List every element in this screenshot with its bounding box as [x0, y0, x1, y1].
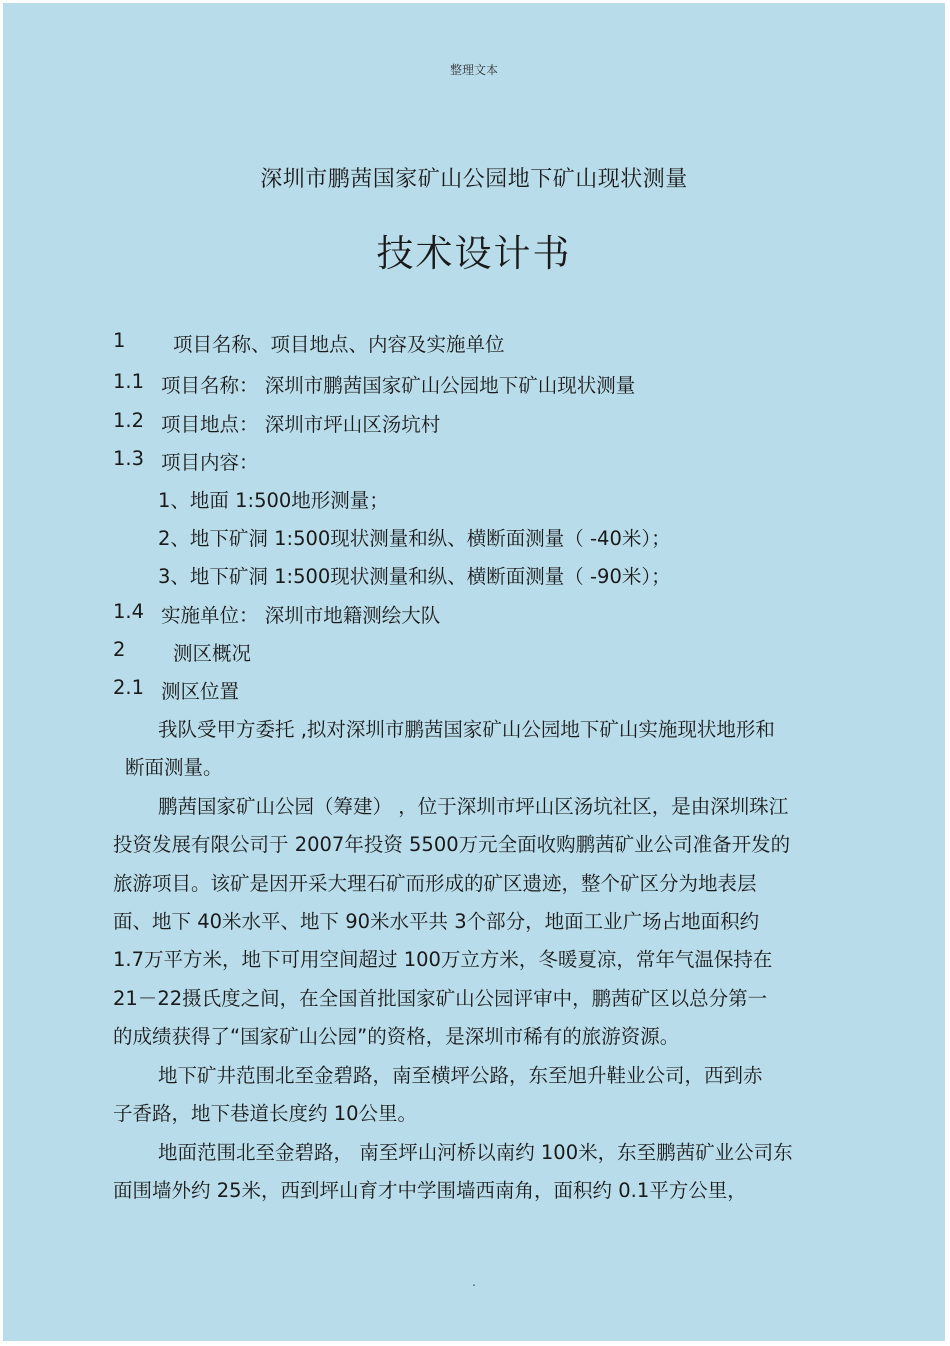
section-1-number: 1: [113, 329, 126, 352]
body-line: 1.7万平方米，地下可用空间超过 100万立方米，冬暖夏凉，常年气温保持在: [113, 948, 773, 971]
page-header: 整理文本: [449, 63, 498, 77]
body-line: 地面范围北至金碧路， 南至坪山河桥以南约 100米，东至鹏茜矿业公司东: [158, 1141, 793, 1164]
body-line: 地下矿井范围北至金碧路，南至横坪公路，东至旭升鞋业公司，西到赤: [158, 1064, 763, 1087]
page-footer-dot: .: [472, 1275, 476, 1289]
section-2-1-number: 2.1: [113, 676, 145, 699]
section-1-1-number: 1.1: [113, 370, 145, 393]
document-page: [3, 3, 945, 1341]
body-line: 面围墙外约 25米，西到坪山育才中学围墙西南角，面积约 0.1平方公里，: [113, 1179, 747, 1202]
section-2-heading: 测区概况: [173, 642, 252, 665]
section-1-1-text: 项目名称： 深圳市鹏茜国家矿山公园地下矿山现状测量: [161, 374, 636, 397]
body-line: 21－22摄氏度之间，在全国首批国家矿山公园评审中，鹏茜矿区以总分第一: [113, 987, 768, 1010]
document-title: 技术设计书: [376, 232, 572, 275]
section-1-heading: 项目名称、项目地点、内容及实施单位: [173, 333, 505, 356]
body-line: 断面测量。: [125, 756, 223, 779]
section-1-4-number: 1.4: [113, 600, 145, 623]
document-subtitle: 深圳市鹏茜国家矿山公园地下矿山现状测量: [260, 167, 688, 192]
body-line: 旅游项目。该矿是因开采大理石矿而形成的矿区遗迹，整个矿区分为地表层: [113, 872, 757, 895]
body-line: 的成绩获得了“国家矿山公园”的资格，是深圳市稀有的旅游资源。: [113, 1025, 680, 1048]
body-line: 鹏茜国家矿山公园（筹建） ，位于深圳市坪山区汤坑社区，是由深圳珠江: [158, 795, 789, 818]
body-line: 面、地下 40米水平、地下 90米水平共 3个部分，地面工业广场占地面积约: [113, 910, 760, 933]
section-1-3-text: 项目内容：: [161, 451, 259, 474]
section-1-2-number: 1.2: [113, 409, 145, 432]
section-2-number: 2: [113, 638, 126, 661]
section-1-4-text: 实施单位： 深圳市地籍测绘大队: [161, 604, 441, 627]
body-line: 子香路，地下巷道长度约 10公里。: [113, 1102, 418, 1125]
content-item-3: 3、地下矿洞 1:500现状测量和纵、横断面测量（ -90米）；: [158, 565, 671, 588]
content-item-1: 1、地面 1:500地形测量；: [158, 489, 389, 512]
section-1-2-text: 项目地点： 深圳市坪山区汤坑村: [161, 413, 441, 436]
section-1-3-number: 1.3: [113, 447, 145, 470]
body-line: 我队受甲方委托 ,拟对深圳市鹏茜国家矿山公园地下矿山实施现状地形和: [158, 718, 775, 741]
content-item-2: 2、地下矿洞 1:500现状测量和纵、横断面测量（ -40米）；: [158, 527, 671, 550]
body-line: 投资发展有限公司于 2007年投资 5500万元全面收购鹏茜矿业公司准备开发的: [113, 833, 791, 856]
section-2-1-text: 测区位置: [161, 680, 240, 703]
